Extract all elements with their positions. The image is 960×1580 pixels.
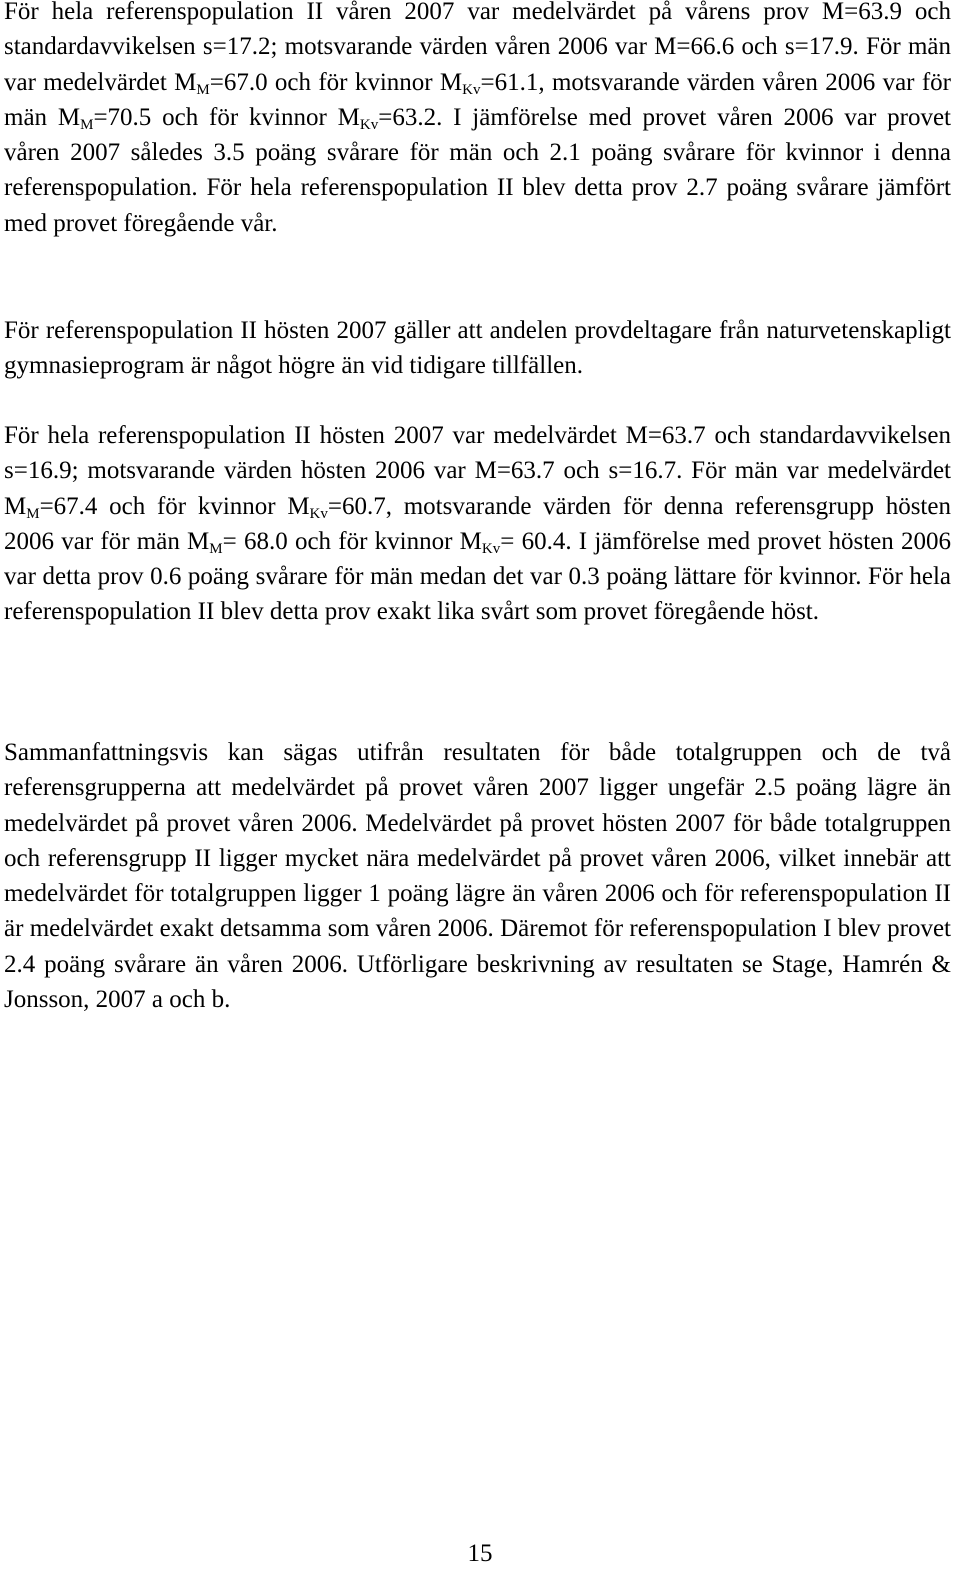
- paragraph-text: =63.2. I jämförelse med provet våren 2006 var provet våren 2007 således 3.5 poäng svårare för män och 2.1 poäng svårare för kvinnor i denna referenspopulation. För hela referenspopulation II blev detta prov 2.7 poäng svårare jämfört med provet föregående vår.: [4, 103, 951, 237]
- paragraph-summary: Sammanfattningsvis kan sägas utifrån resultaten för både totalgruppen och de två referensgrupperna att medelvärdet på provet våren 2007 ligger ungefär 2.5 poäng lägre än medelvärdet på provet våren 2006. Medelvärdet på provet hösten 2007 för både totalgruppen och referensgrupp II ligger mycket nära medelvärdet på provet våren 2006, vilket innebär att medelvärdet för totalgruppen ligger 1 poäng lägre än våren 2006 och för referenspopulation II är medelvärdet exakt detsamma som våren 2006. Däremot för referenspopulation I blev provet 2.4 poäng svårare än våren 2006. Utförligare beskrivning av resultaten se Stage, Hamrén & Jonsson, 2007 a och b.: [4, 739, 951, 1014]
- paragraph-spring-2007: [4, 0, 951, 241]
- subscript: Kv: [462, 81, 481, 98]
- paragraph-text: För hela referenspopulation II våren 2007 var medelvärdet på vårens prov M=63.9 och standardavvikelsen s=17.2; motsvarande värden våren 2006 var M=66.6 och s=17.9. För män var medelvärdet M: [4, 0, 951, 96]
- paragraph-autumn-2007-participants: För referenspopulation II hösten 2007 gäller att andelen provdeltagare från naturvetenskapligt gymnasieprogram är något högre än vid tidigare tillfällen.: [4, 317, 951, 380]
- paragraph-text: =67.4 och för kvinnor M: [39, 492, 310, 520]
- paragraph-text: = 60.4. I jämförelse med provet hösten 2006 var detta prov 0.6 poäng svårare för män medan det var 0.3 poäng lättare för kvinnor. För hela referenspopulation II blev detta prov exakt lika svårt som provet föregående höst.: [4, 527, 951, 626]
- subscript: M: [26, 505, 40, 522]
- paragraph-autumn-2007: [4, 418, 951, 630]
- paragraph-text: =61.1, motsvarande värden våren 2006 var för män M: [4, 68, 951, 131]
- paragraph-text: För hela referenspopulation II hösten 2007 var medelvärdet M=63.7 och standardavvikelsen s=16.9; motsvarande värden hösten 2006 var M=63.7 och s=16.7. För män var medelvärdet M: [4, 422, 951, 520]
- subscript: Kv: [309, 505, 328, 522]
- subscript: M: [196, 81, 210, 98]
- paragraph-text: =70.5 och för kvinnor M: [93, 103, 360, 131]
- subscript: M: [80, 116, 94, 133]
- subscript: Kv: [359, 116, 379, 133]
- paragraph-text: = 68.0 och för kvinnor M: [222, 527, 482, 555]
- paragraph-text: =67.0 och för kvinnor M: [209, 68, 463, 96]
- page-number: 15: [467, 1540, 493, 1567]
- subscript: M: [209, 540, 223, 557]
- subscript: Kv: [481, 540, 501, 557]
- paragraph-text: =60.7, motsvarande värden för denna referensgrupp hösten 2006 var för män M: [4, 492, 951, 555]
